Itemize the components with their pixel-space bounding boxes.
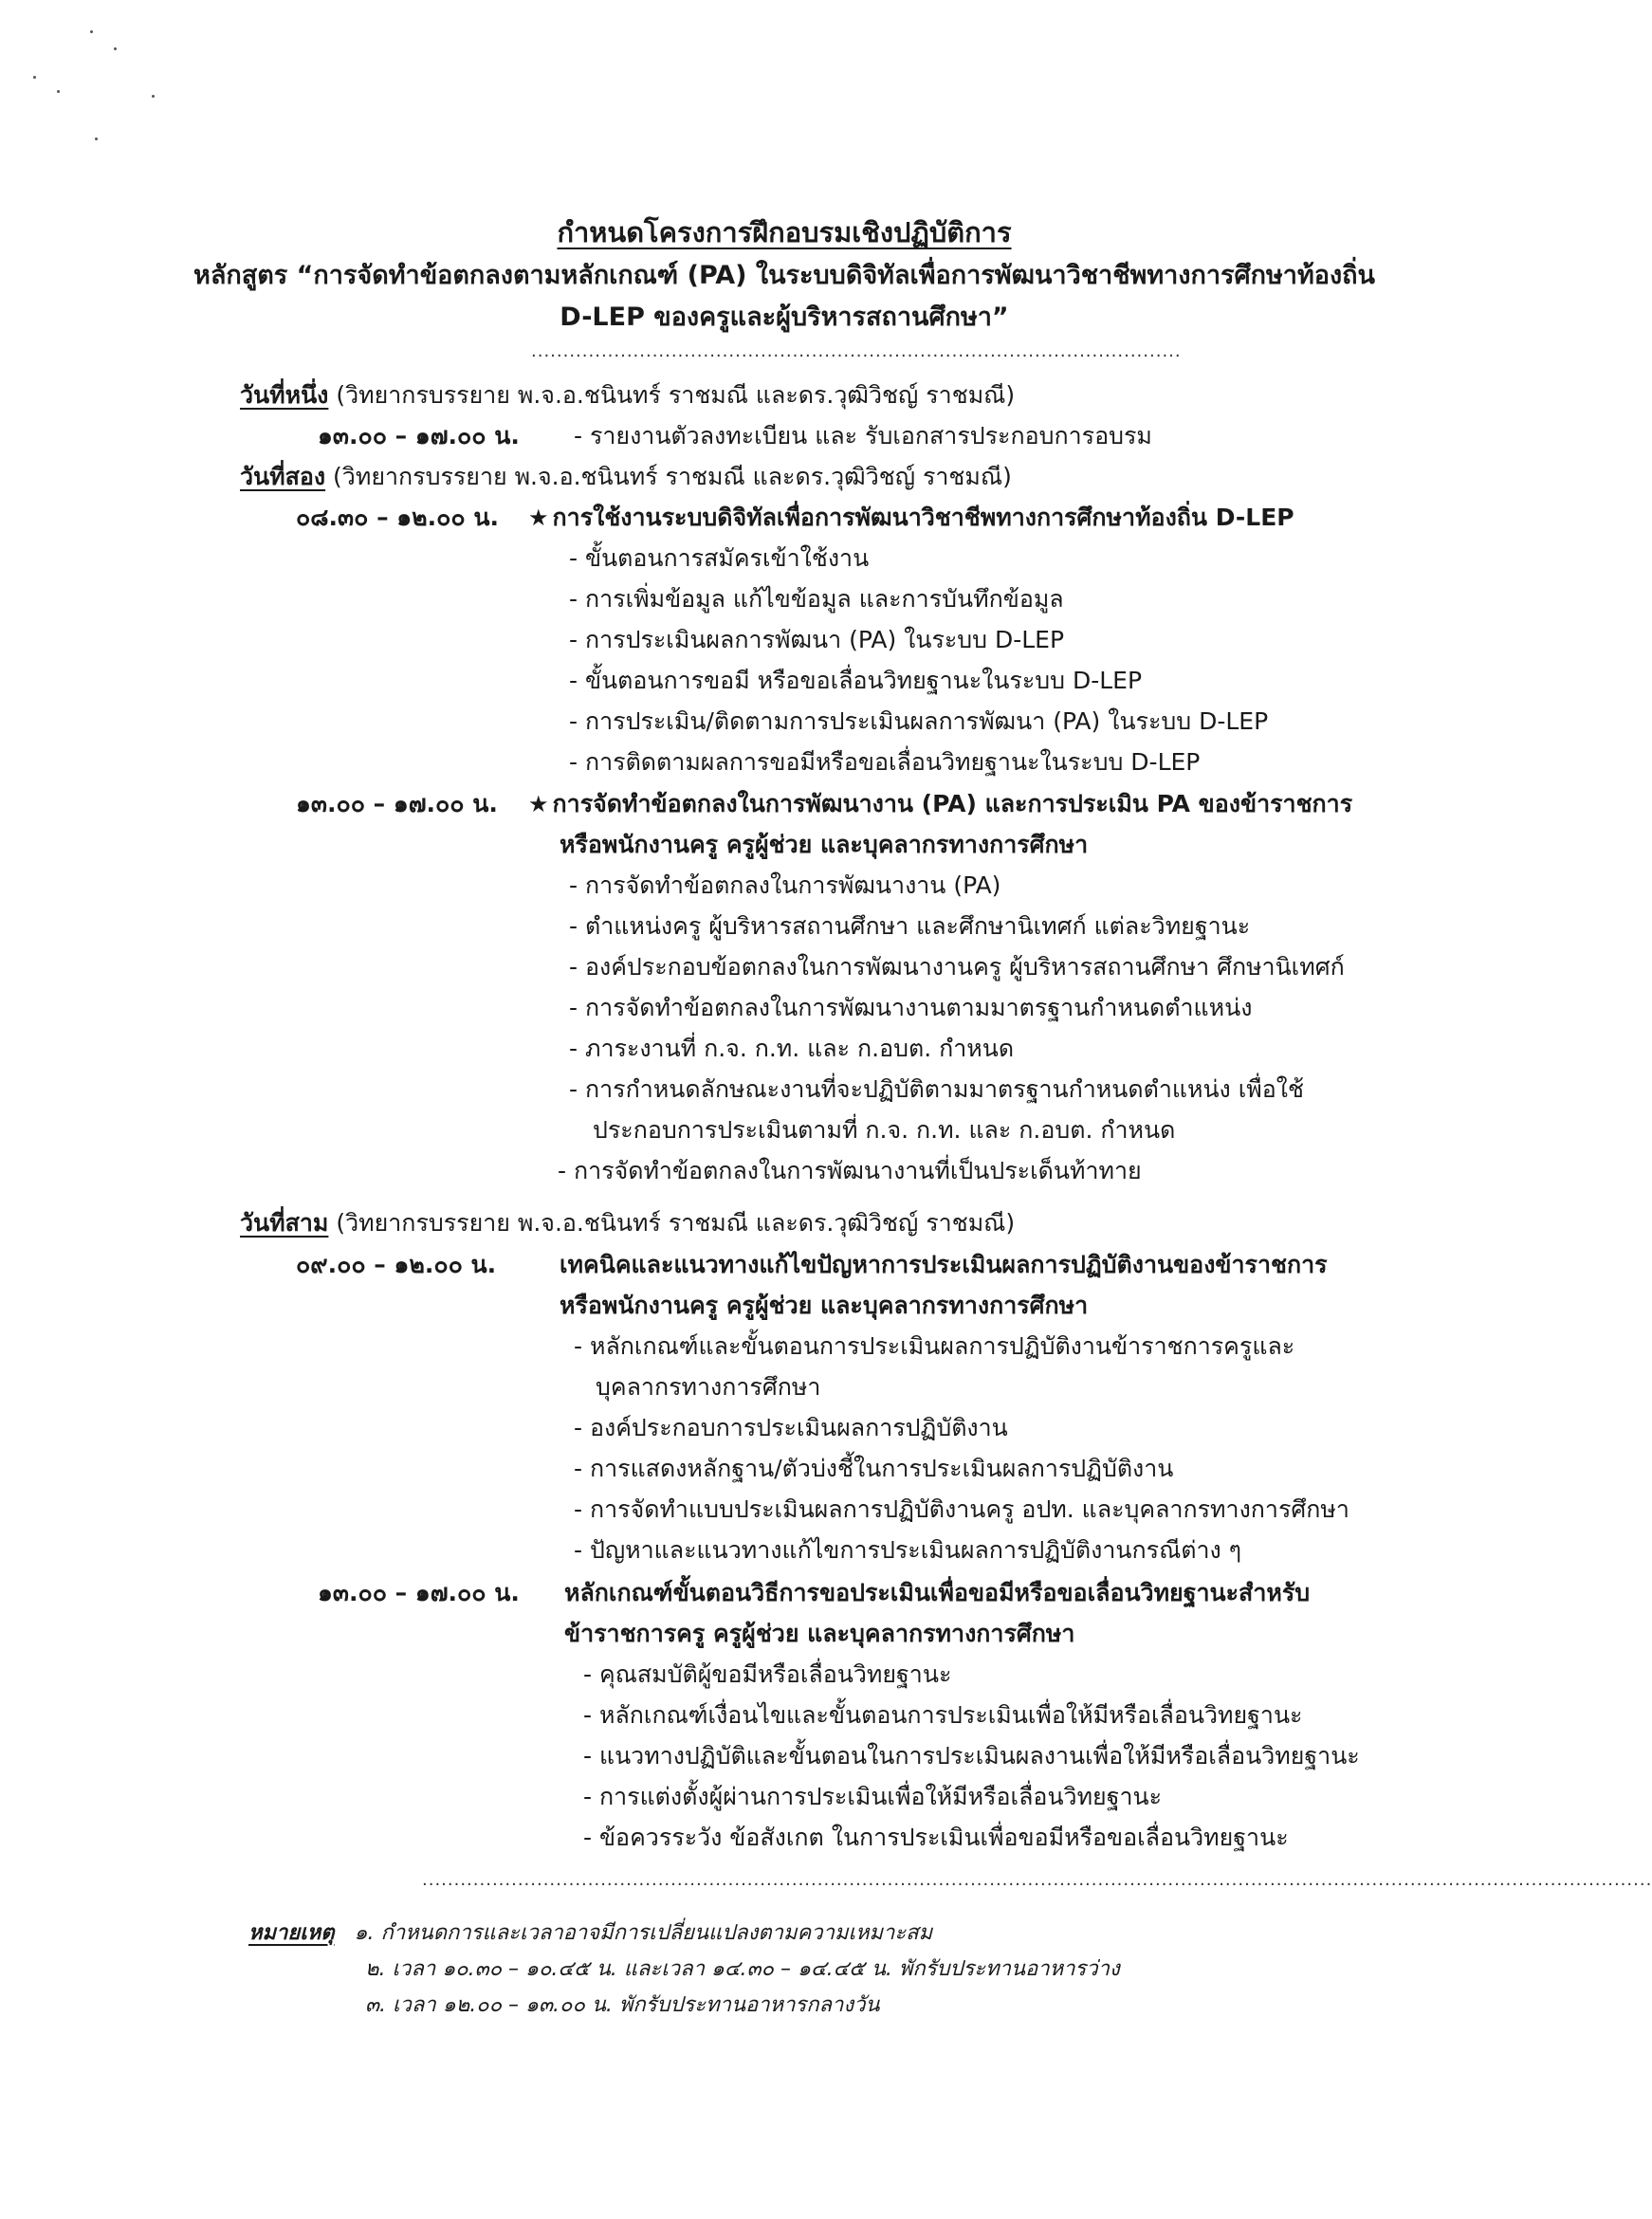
note-1: หมายเหตุ ๑. กำหนดการและเวลาอาจมีการเปลี่ยนแปลงตามความเหมาะสม	[248, 1921, 933, 1945]
star-icon: ★	[528, 504, 549, 531]
scan-speck	[90, 30, 93, 33]
day-1-session-1-text: - รายงานตัวลงทะเบียน และ รับเอกสารประกอบการอบรม	[574, 422, 1152, 449]
course-title-line-2: D-LEP ของครูและผู้บริหารสถานศึกษา”	[560, 303, 1009, 332]
list-item: - ตำแหน่งครู ผู้บริหารสถานศึกษา และศึกษานิเทศก์ แต่ละวิทยฐานะ	[569, 912, 1251, 940]
day-2-session-2-topic: ★ การจัดทำข้อตกลงในการพัฒนางาน (PA) และการประเมิน PA ของข้าราชการ	[528, 790, 1353, 817]
list-item: - คุณสมบัติผู้ขอมีหรือเลื่อนวิทยฐานะ	[583, 1660, 952, 1688]
list-item: - แนวทางปฏิบัติและขั้นตอนในการประเมินผลงานเพื่อให้มีหรือเลื่อนวิทยฐานะ	[583, 1742, 1360, 1770]
day-3-session-1-time: ๐๙.๐๐ – ๑๒.๐๐ น.	[296, 1251, 497, 1278]
day-2-heading	[240, 458, 1012, 496]
day-1-session-1-time: ๑๓.๐๐ – ๑๗.๐๐ น.	[318, 422, 520, 449]
day-3-label: วันที่สาม	[240, 1209, 329, 1237]
day-2-session-1-time: ๐๘.๓๐ – ๑๒.๐๐ น.	[296, 504, 499, 531]
scan-speck	[152, 95, 155, 98]
star-icon: ★	[528, 791, 549, 817]
day-3-session-1-topic: เทคนิคและแนวทางแก้ไขปัญหาการประเมินผลการปฏิบัติงานของข้าราชการ	[560, 1251, 1328, 1278]
list-item: - การจัดทำข้อตกลงในการพัฒนางาน (PA)	[569, 871, 1001, 899]
day-3-session-1-topic-cont: หรือพนักงานครู ครูผู้ช่วย และบุคลากรทางการศึกษา	[560, 1292, 1089, 1319]
notes-label: หมายเหตุ	[248, 1921, 335, 1945]
list-item: - องค์ประกอบการประเมินผลการปฏิบัติงาน	[574, 1414, 1008, 1441]
day-2-speakers: (วิทยากรบรรยาย พ.จ.อ.ชนินทร์ ราชมณี และดร.วุฒิวิชญ์ ราชมณี)	[333, 463, 1012, 490]
note-3: ๓. เวลา ๑๒.๐๐ – ๑๓.๐๐ น. พักรับประทานอาหารกลางวัน	[365, 1993, 880, 2017]
scan-speck	[57, 90, 60, 93]
list-item: - หลักเกณฑ์และขั้นตอนการประเมินผลการปฏิบัติงานข้าราชการครูและ	[574, 1332, 1295, 1360]
scan-speck	[114, 47, 117, 50]
document-title: กำหนดโครงการฝึกอบรมเชิงปฏิบัติการ	[557, 216, 1012, 248]
day-2-session-2-topic-cont: หรือพนักงานครู ครูผู้ช่วย และบุคลากรทางการศึกษา	[560, 831, 1089, 858]
day-3-session-2-time: ๑๓.๐๐ – ๑๗.๐๐ น.	[318, 1579, 520, 1606]
day-3-heading	[240, 1204, 1015, 1242]
day-1-heading	[240, 376, 1015, 414]
day-2-session-2-time: ๑๓.๐๐ – ๑๗.๐๐ น.	[296, 790, 498, 817]
list-item: - การเพิ่มข้อมูล แก้ไขข้อมูล และการบันทึกข้อมูล	[569, 585, 1064, 613]
course-title-line-1: หลักสูตร “การจัดทำข้อตกลงตามหลักเกณฑ์ (PA) ในระบบดิจิทัลเพื่อการพัฒนาวิชาชีพทางการศึกษาท้องถิ่น	[193, 261, 1375, 290]
day-3-session-2-topic-cont: ข้าราชการครู ครูผู้ช่วย และบุคลากรทางการศึกษา	[564, 1620, 1075, 1647]
list-item: - การประเมิน/ติดตามการประเมินผลการพัฒนา (PA) ในระบบ D-LEP	[569, 707, 1269, 735]
list-item: - ภาระงานที่ ก.จ. ก.ท. และ ก.อบต. กำหนด	[569, 1035, 1015, 1062]
day-1-label: วันที่หนึ่ง	[240, 381, 329, 409]
scan-speck	[33, 76, 36, 79]
list-item: - การกำหนดลักษณะงานที่จะปฏิบัติตามมาตรฐานกำหนดตำแหน่ง เพื่อใช้	[569, 1075, 1304, 1103]
day-3-session-2-topic: หลักเกณฑ์ขั้นตอนวิธีการขอประเมินเพื่อขอมีหรือขอเลื่อนวิทยฐานะสำหรับ	[564, 1579, 1311, 1606]
list-item: - การจัดทำข้อตกลงในการพัฒนางานที่เป็นประเด็นท้าทาย	[558, 1157, 1142, 1184]
header-divider: ......................................................................................................	[531, 341, 1182, 361]
list-item: - การแสดงหลักฐาน/ตัวบ่งชี้ในการประเมินผลการปฏิบัติงาน	[574, 1455, 1174, 1482]
footer-divider: .................................................................................................................................................................................................	[422, 1870, 1652, 1890]
list-item: - การติดตามผลการขอมีหรือขอเลื่อนวิทยฐานะในระบบ D-LEP	[569, 748, 1201, 776]
list-item: - การจัดทำข้อตกลงในการพัฒนางานตามมาตรฐานกำหนดตำแหน่ง	[569, 994, 1253, 1021]
list-item: - หลักเกณฑ์เงื่อนไขและขั้นตอนการประเมินเพื่อให้มีหรือเลื่อนวิทยฐานะ	[583, 1701, 1303, 1729]
day-2-session-1-topic: ★ การใช้งานระบบดิจิทัลเพื่อการพัฒนาวิชาชีพทางการศึกษาท้องถิ่น D-LEP	[528, 504, 1294, 531]
list-item: - องค์ประกอบข้อตกลงในการพัฒนางานครู ผู้บริหารสถานศึกษา ศึกษานิเทศก์	[569, 953, 1345, 981]
list-item-continuation: บุคลากรทางการศึกษา	[596, 1373, 821, 1401]
list-item: - ขั้นตอนการสมัครเข้าใช้งาน	[569, 544, 870, 572]
day-3-speakers: (วิทยากรบรรยาย พ.จ.อ.ชนินทร์ ราชมณี และดร.วุฒิวิชญ์ ราชมณี)	[336, 1209, 1016, 1237]
note-2: ๒. เวลา ๑๐.๓๐ – ๑๐.๔๕ น. และเวลา ๑๔.๓๐ – ๑๔.๔๕ น. พักรับประทานอาหารว่าง	[365, 1957, 1120, 1981]
list-item: - ขั้นตอนการขอมี หรือขอเลื่อนวิทยฐานะในระบบ D-LEP	[569, 667, 1143, 694]
list-item: - การแต่งตั้งผู้ผ่านการประเมินเพื่อให้มีหรือเลื่อนวิทยฐานะ	[583, 1783, 1163, 1810]
scan-speck	[95, 138, 98, 140]
list-item: - การประเมินผลการพัฒนา (PA) ในระบบ D-LEP	[569, 626, 1065, 653]
day-2-label: วันที่สอง	[240, 463, 326, 490]
list-item: - ข้อควรระวัง ข้อสังเกต ในการประเมินเพื่อขอมีหรือขอเลื่อนวิทยฐานะ	[583, 1824, 1289, 1851]
list-item: - ปัญหาและแนวทางแก้ไขการประเมินผลการปฏิบัติงานกรณีต่าง ๆ	[574, 1536, 1242, 1564]
list-item-continuation: ประกอบการประเมินตามที่ ก.จ. ก.ท. และ ก.อบต. กำหนด	[593, 1116, 1176, 1144]
list-item: - การจัดทำแบบประเมินผลการปฏิบัติงานครู อปท. และบุคลากรทางการศึกษา	[574, 1495, 1349, 1523]
day-1-speakers: (วิทยากรบรรยาย พ.จ.อ.ชนินทร์ ราชมณี และดร.วุฒิวิชญ์ ราชมณี)	[336, 381, 1016, 409]
